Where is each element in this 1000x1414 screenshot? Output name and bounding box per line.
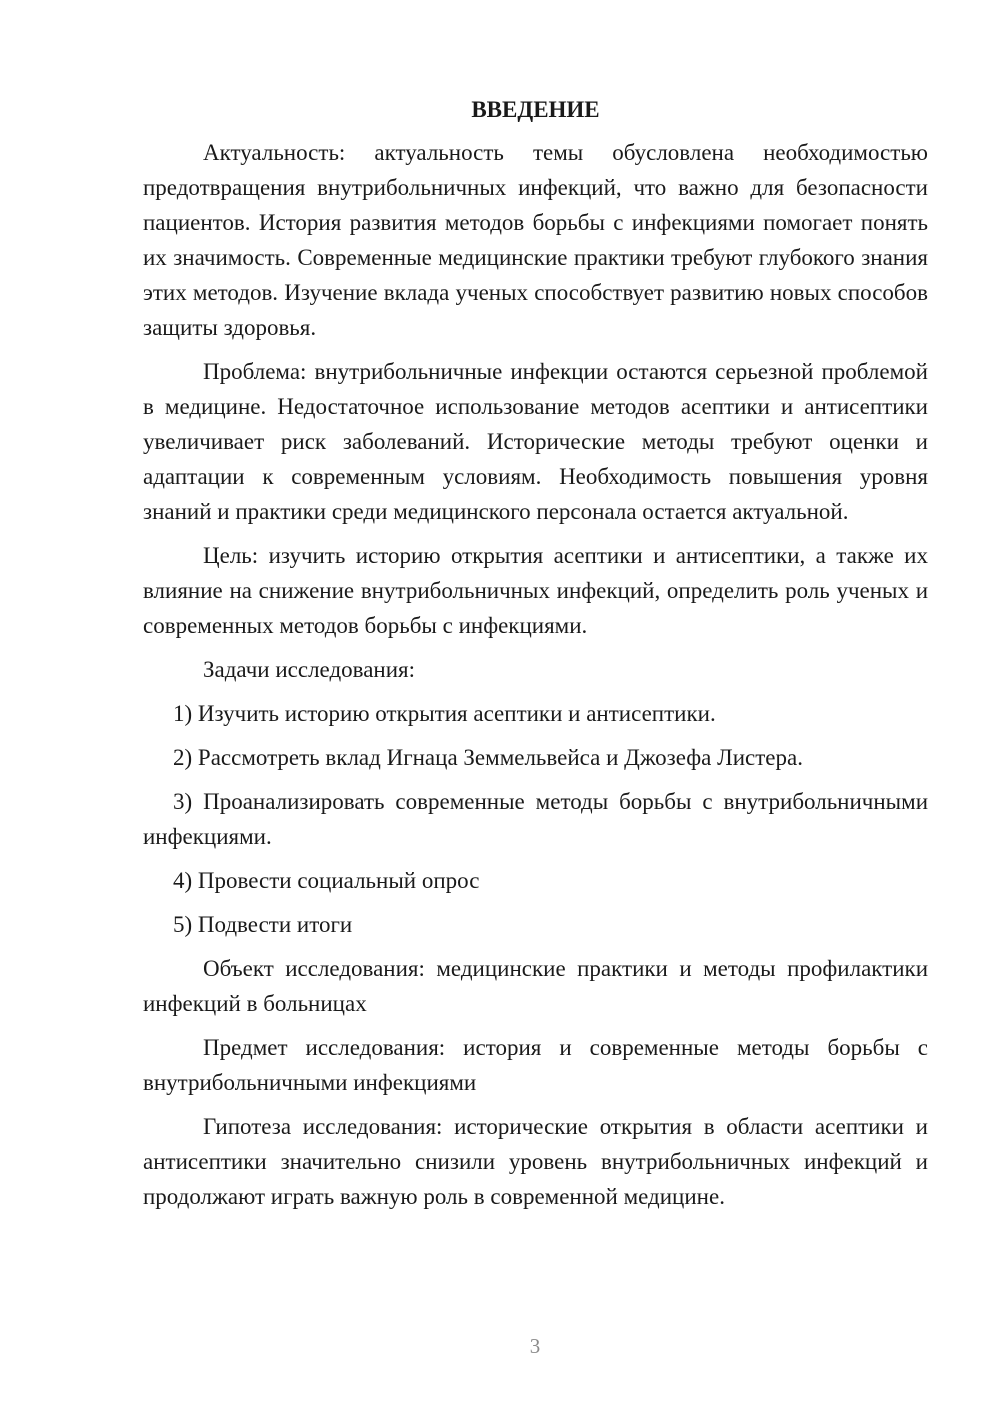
task-item-4: 4) Провести социальный опрос xyxy=(173,868,480,893)
tasks-heading: Задачи исследования: xyxy=(203,657,416,682)
page-content xyxy=(143,92,928,1223)
problem-paragraph: Проблема: внутрибольничные инфекции остаются серьезной проблемой в медицине. Недостаточное использование методов асептики и антисептики увеличивает риск заболеваний. Исторические методы требуют оценки и адаптации к современным условиям. Необходимость повышения уровня знаний и практики среди медицинского персонала остается актуальной. xyxy=(143,359,928,524)
subject-paragraph: Предмет исследования: история и современные методы борьбы с внутрибольничными инфекциями xyxy=(143,1035,928,1095)
goal-paragraph: Цель: изучить историю открытия асептики и антисептики, а также их влияние на снижение внутрибольничных инфекций, определить роль ученых и современных методов борьбы с инфекциями. xyxy=(143,543,928,638)
relevance-paragraph: Актуальность: актуальность темы обусловлена необходимостью предотвращения внутрибольничных инфекций, что важно для безопасности пациентов. История развития методов борьбы с инфекциями помогает понять их значимость. Современные медицинские практики требуют глубокого знания этих методов. Изучение вклада ученых способствует развитию новых способов защиты здоровья. xyxy=(143,140,928,340)
task-item-1: 1) Изучить историю открытия асептики и антисептики. xyxy=(173,701,716,726)
task-item-3: 3) Проанализировать современные методы борьбы с внутрибольничными инфекциями. xyxy=(143,789,928,849)
task-item-2: 2) Рассмотреть вклад Игнаца Земмельвейса и Джозефа Листера. xyxy=(173,745,803,770)
hypothesis-paragraph: Гипотеза исследования: исторические открытия в области асептики и антисептики значительно снизили уровень внутрибольничных инфекций и продолжают играть важную роль в современной медицине. xyxy=(143,1114,928,1209)
object-paragraph: Объект исследования: медицинские практики и методы профилактики инфекций в больницах xyxy=(143,956,928,1016)
page-number: 3 xyxy=(529,1334,541,1358)
section-title: ВВЕДЕНИЕ xyxy=(471,97,600,122)
task-item-5: 5) Подвести итоги xyxy=(173,912,353,937)
